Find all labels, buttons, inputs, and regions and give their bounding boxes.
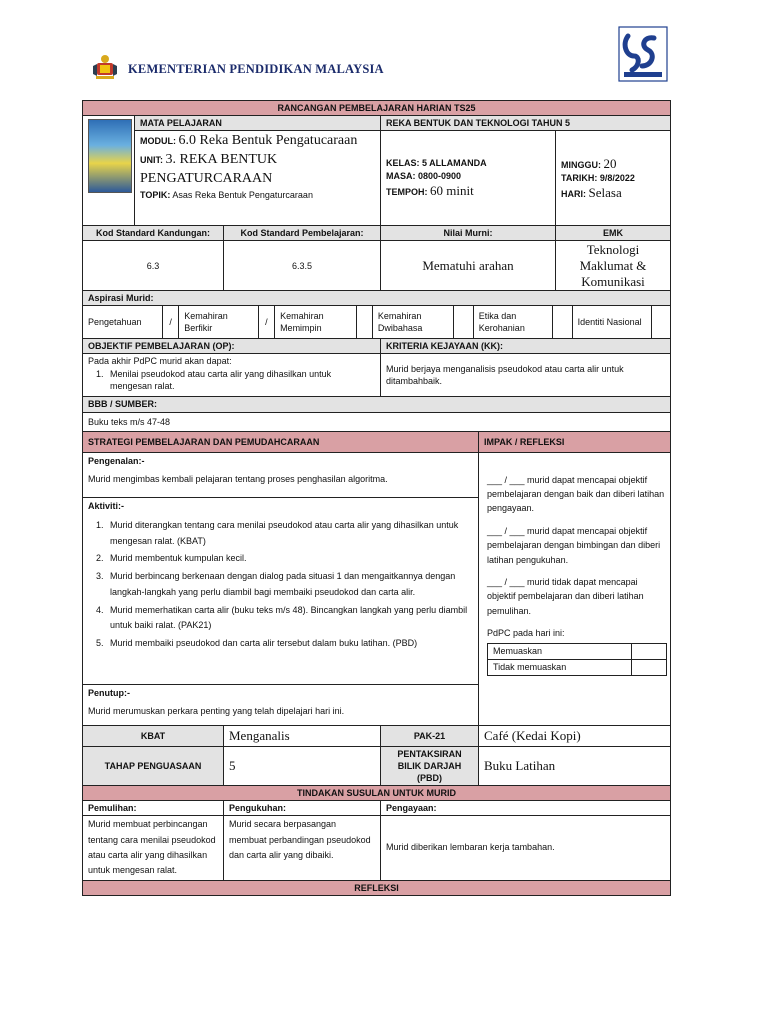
emk-label: EMK <box>556 226 671 241</box>
minggu-line: MINGGU: 20 <box>561 155 617 171</box>
plan-title: RANCANGAN PEMBELAJARAN HARIAN TS25 <box>83 101 671 116</box>
ksp-value: 6.3.5 <box>224 241 381 291</box>
impak-line-1: ___ / ___ murid dapat mencapai objektif pembelajaran dengan baik dan diberi latihan pengayaan. <box>487 474 665 514</box>
masa: MASA: 0800-0900 <box>386 170 462 181</box>
impak-line-3: ___ / ___ murid tidak dapat mencapai objektif pembelajaran dan diberi latihan pemulihan. <box>487 576 644 616</box>
aspirasi-dwibahasa: Kemahiran Dwibahasa <box>372 306 454 338</box>
aspirasi-pengetahuan: Pengetahuan <box>83 306 162 338</box>
aktiviti-item-3: 3. Murid berbincang berkenaan dengan dialog pada situasi 1 dan mengaitkannya dengan langkah-langkah yang perlu diambil bagi membaiki pseudokod dan carta alir. <box>106 569 473 601</box>
penutup-text: Murid merumuskan perkara penting yang telah dipelajari hari ini. <box>88 705 345 716</box>
impak-label: IMPAK / REFLEKSI <box>479 431 671 452</box>
pbd-value: Buku Latihan <box>479 746 671 785</box>
tarikh-value: 9/8/2022 <box>599 173 635 184</box>
kbat-value: Menganalis <box>224 725 381 746</box>
topik-value: Asas Reka Bentuk Pengaturcaraan <box>172 189 313 200</box>
ts25-logo-icon <box>618 26 668 82</box>
aktiviti-item-2: 2. Murid membentuk kumpulan kecil. <box>106 551 473 567</box>
ksk-label: Kod Standard Kandungan: <box>83 226 224 241</box>
impak-line-2: ___ / ___ murid dapat mencapai objektif pembelajaran dengan bimbingan dan diberi latihan pengukuhan. <box>487 525 661 565</box>
bbb-value: Buku teks m/s 47-48 <box>83 412 671 431</box>
nilai-value: Mematuhi arahan <box>381 241 556 291</box>
malaysia-crest-icon <box>90 52 120 82</box>
op-item: 1. Menilai pseudokod atau carta alir yang dihasilkan untuk mengesan ralat. <box>106 368 375 392</box>
pdpc-tidak-memuaskan: Tidak memuaskan <box>488 659 632 675</box>
bbb-label: BBB / SUMBER: <box>83 397 671 412</box>
unit-line: UNIT: 3. REKA BENTUK PENGATURCARAAN <box>140 152 278 187</box>
tahap-label: TAHAP PENGUASAAN <box>83 746 224 785</box>
aspirasi-box-3 <box>356 306 372 338</box>
kk-label: KRITERIA KEJAYAAN (KK): <box>381 339 671 354</box>
pemulihan-label: Pemulihan: <box>83 801 224 816</box>
pemulihan-text: Murid membuat perbincangan tentang cara menilai pseudokod atau carta alir yang dihasilkan untuk mengesan ralat. <box>83 816 224 880</box>
minggu-value: 20 <box>603 155 617 171</box>
aspirasi-box-6 <box>652 306 670 338</box>
pdpc-label: PdPC pada hari ini: <box>487 628 565 639</box>
aspirasi-tick-2: / <box>258 306 274 338</box>
tindakan-label: TINDAKAN SUSULAN UNTUK MURID <box>83 786 671 801</box>
tarikh-line: TARIKH: 9/8/2022 <box>561 173 635 184</box>
tahap-value: 5 <box>224 746 381 785</box>
aspirasi-memimpin: Kemahiran Memimpin <box>275 306 357 338</box>
pbd-label: PENTAKSIRAN BILIK DARJAH (PBD) <box>381 746 479 785</box>
pdpc-memuaskan: Memuaskan <box>488 643 632 659</box>
aspirasi-tick-1: / <box>162 306 178 338</box>
pengenalan-section <box>83 453 478 498</box>
strategi-label: STRATEGI PEMBELAJARAN DAN PEMUDAHCARAAN <box>83 431 479 452</box>
penutup-section <box>83 685 478 725</box>
hari-line: HARI: Selasa <box>561 185 622 201</box>
pdpc-tidak-memuaskan-box <box>632 659 667 675</box>
kbat-label: KBAT <box>83 725 224 746</box>
tempoh-line: TEMPOH: 60 minit <box>386 182 474 198</box>
nilai-label: Nilai Murni: <box>381 226 556 241</box>
aktiviti-item-1: 1. Murid diterangkan tentang cara menilai pseudokod atau carta alir yang dihasilkan untuk mengesan ralat. (KBAT) <box>106 518 473 550</box>
pdpc-memuaskan-box <box>632 643 667 659</box>
aktiviti-label: Aktiviti:- <box>88 500 124 511</box>
aspirasi-box-4 <box>454 306 473 338</box>
topik-line: TOPIK: Asas Reka Bentuk Pengaturcaraan <box>140 189 313 200</box>
aspirasi-box-5 <box>553 306 572 338</box>
aspirasi-berfikir: Kemahiran Berfikir <box>179 306 258 338</box>
penutup-label: Penutup:- <box>88 687 130 698</box>
page-header <box>0 0 768 96</box>
emk-value: Teknologi Maklumat & Komunikasi <box>556 241 671 291</box>
subject-name: REKA BENTUK DAN TEKNOLOGI TAHUN 5 <box>381 116 671 131</box>
ksp-label: Kod Standard Pembelajaran: <box>224 226 381 241</box>
ministry-name: KEMENTERIAN PENDIDIKAN MALAYSIA <box>128 62 384 76</box>
aktiviti-item-4: 4. Murid memerhatikan carta alir (buku teks m/s 48). Bincangkan langkah yang perlu diambil untuk baiki ralat. (PAK21) <box>106 603 473 635</box>
pengenalan-text: Murid mengimbas kembali pelajaran tentang proses penghasilan algoritma. <box>88 473 388 484</box>
lesson-plan-table <box>82 100 671 896</box>
aspirasi-etika: Etika dan Kerohanian <box>473 306 552 338</box>
op-intro: Pada akhir PdPC murid akan dapat: <box>88 356 232 367</box>
refleksi-label: REFLEKSI <box>83 880 671 895</box>
pdpc-table <box>487 643 667 676</box>
aktiviti-section <box>83 498 478 685</box>
aspirasi-identiti: Identiti Nasional <box>572 306 651 338</box>
modul-value: 6.0 Reka Bentuk Pengatucaraan <box>178 133 358 149</box>
pengukuhan-label: Pengukuhan: <box>224 801 381 816</box>
kelas: KELAS: 5 ALLAMANDA <box>386 158 487 169</box>
kk-text: Murid berjaya menganalisis pseudokod atau carta alir untuk ditambahbaik. <box>381 354 671 397</box>
ksk-value: 6.3 <box>83 241 224 291</box>
tempoh-value: 60 minit <box>430 182 474 198</box>
modul-line: MODUL: 6.0 Reka Bentuk Pengatucaraan <box>140 133 358 149</box>
hari-value: Selasa <box>588 185 622 201</box>
aspirasi-row <box>83 306 670 338</box>
subject-label: MATA PELAJARAN <box>135 116 381 131</box>
textbook-cover-image <box>88 119 132 193</box>
aspirasi-label: Aspirasi Murid: <box>83 291 671 306</box>
op-label: OBJEKTIF PEMBELAJARAN (OP): <box>83 339 381 354</box>
pengayaan-text: Murid diberikan lembaran kerja tambahan. <box>381 816 671 880</box>
pengenalan-label: Pengenalan:- <box>88 455 145 466</box>
unit-value: 3. REKA BENTUK PENGATURCARAAN <box>140 152 278 187</box>
pak21-label: PAK-21 <box>381 725 479 746</box>
aktiviti-item-5: 5. Murid membaiki pseudokod dan carta alir tersebut dalam buku latihan. (PBD) <box>106 636 473 652</box>
pengukuhan-text: Murid secara berpasangan membuat perbandingan pseudokod dan carta alir yang dibaiki. <box>224 816 381 880</box>
textbook-cover <box>83 116 135 226</box>
pak21-value: Café (Kedai Kopi) <box>479 725 671 746</box>
pengayaan-label: Pengayaan: <box>381 801 671 816</box>
